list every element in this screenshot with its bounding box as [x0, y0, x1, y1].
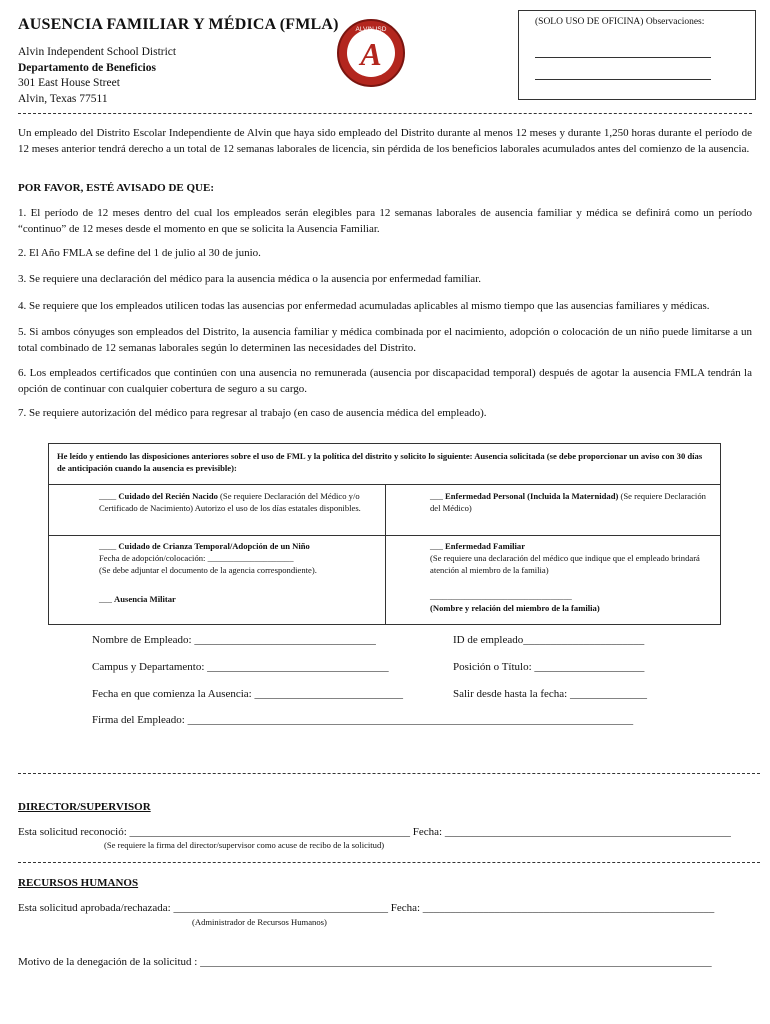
option-description: (Se requiere Declaración del Médico)	[430, 491, 706, 513]
notice-item: 5. Si ambos cónyuges son empleados del Distrito, la ausencia familiar y médica combinada por el nacimiento, adopción o colocación de un niño puede limitarse a un total combinado de 12 semanas laborales según lo determinen las necesidades del Distrito.	[18, 326, 752, 354]
notice-item: 4. Se requiere que los empleados utilicen todas las ausencias por enfermedad acumuladas aplicables al mismo tiempo que las ausencias familiares y médicas.	[18, 300, 710, 312]
notice-item: 1. El período de 12 meses dentro del cual los empleados serán elegibles para 12 semanas laborales de ausencia familiar y médica se definirá como un período “continuo” de 12 meses desde el momento en que se solicita la Ausencia Familiar.	[18, 207, 752, 235]
option-newborn-care[interactable]	[99, 490, 377, 514]
street-address: 301 East House Street	[18, 77, 120, 89]
option-blank[interactable]: ____	[99, 491, 119, 501]
option-blank[interactable]: ___	[99, 594, 115, 604]
hr-heading: RECURSOS HUMANOS	[18, 877, 139, 889]
family-member-label: (Nombre y relación del miembro de la familia)	[430, 603, 600, 613]
option-blank[interactable]: ___	[430, 541, 446, 551]
office-note-line-2[interactable]	[535, 79, 711, 80]
leave-request-header: He leído y entiendo las disposiciones anteriores sobre el uso de FML y la política del distrito y solicito lo siguiente: Ausencia solicitada (se debe proporcionar un aviso con 30 días de anticipación cuando la ausencia es previsible):	[57, 451, 703, 473]
notice-item: 7. Se requiere autorización del médico para regresar al trabajo (en caso de ausencia médica del empleado).	[18, 407, 487, 419]
department-name: Departamento de Beneficios	[18, 61, 156, 74]
hr-approval-field[interactable]: Esta solicitud aprobada/rechazada: _______________________________________ Fecha: _____________________________________________________	[18, 902, 715, 914]
option-title: Enfermedad Personal (Incluida la Maternidad)	[445, 491, 619, 501]
option-blank[interactable]: ___	[430, 491, 446, 501]
logo-text: ALVIN ISD	[355, 26, 387, 33]
director-heading: DIRECTOR/SUPERVISOR	[18, 801, 151, 813]
end-date-field[interactable]: Salir desde hasta la fecha: ______________	[453, 688, 647, 700]
director-signature-field[interactable]: Esta solicitud reconoció: ___________________________________________________ Fecha: ____________________________________________________	[18, 826, 731, 838]
option-blank[interactable]: ____	[99, 541, 119, 551]
option-military-leave[interactable]	[99, 593, 379, 605]
notice-item: 3. Se requiere una declaración del médico para la ausencia médica o la ausencia por enfermedad familiar.	[18, 273, 481, 285]
svg-text:A: A	[360, 36, 382, 72]
employee-signature-field[interactable]: Firma del Empleado: _________________________________________________________________________________	[92, 714, 634, 726]
district-address	[18, 45, 176, 107]
option-personal-illness[interactable]	[430, 490, 710, 514]
office-use-label: (SOLO USO DE OFICINA) Observaciones:	[535, 17, 705, 27]
page-title: AUSENCIA FAMILIAR Y MÉDICA (FMLA)	[18, 16, 339, 33]
intro-paragraph: Un empleado del Distrito Escolar Independiente de Alvin que haya sido empleado del Distrito durante al menos 12 meses y durante 1,250 horas durante el período de 12 meses anterior tendrá derecho a un total de 12 semanas laborales de licencia, sin pérdida de los beneficios laborales acumulados antes del comienzo de la ausencia.	[18, 127, 752, 155]
divider	[18, 862, 760, 863]
leave-request-box	[48, 443, 721, 625]
position-field[interactable]: Posición o Título: ____________________	[453, 661, 645, 673]
director-note: (Se requiere la firma del director/supervisor como acuse de recibo de la solicitud)	[104, 840, 385, 850]
box-column-divider	[385, 484, 386, 625]
notice-item: 6. Los empleados certificados que continúen con una ausencia no remunerada (ausencia por discapacidad temporal) después de agotar la ausencia FMLA tendrán la opción de continuar con cualquier cobertura de seguro a su cargo.	[18, 367, 752, 395]
family-member-field[interactable]	[430, 590, 715, 614]
employee-id-field[interactable]: ID de empleado______________________	[453, 634, 645, 646]
office-use-box	[518, 10, 756, 100]
option-description: (Se requiere Declaración del Médico y/o Certificado de Nacimiento) Autorizo el uso de los días estatales disponibles.	[99, 491, 361, 513]
divider	[18, 773, 760, 774]
option-foster-adoption[interactable]	[99, 540, 379, 576]
adoption-date-field[interactable]: Fecha de adopción/colocación: ____________________	[99, 553, 294, 563]
option-title: Cuidado del Recién Nacido	[118, 491, 218, 501]
option-description: (Se debe adjuntar el documento de la agencia correspondiente).	[99, 565, 317, 575]
denial-reason-field[interactable]: Motivo de la denegación de la solicitud : _____________________________________________________________________________________________	[18, 956, 712, 968]
family-member-line[interactable]: _________________________________	[430, 591, 572, 601]
office-note-line-1[interactable]	[535, 57, 711, 58]
campus-field[interactable]: Campus y Departamento: _________________________________	[92, 661, 389, 673]
hr-note: (Administrador de Recursos Humanos)	[192, 917, 327, 927]
option-family-illness[interactable]	[430, 540, 715, 576]
divider	[18, 113, 752, 114]
option-description: (Se requiere una declaración del médico que indique que el empleado brindará atención al miembro de la familia)	[430, 553, 700, 575]
start-date-field[interactable]: Fecha en que comienza la Ausencia: ___________________________	[92, 688, 403, 700]
option-title: Cuidado de Crianza Temporal/Adopción de un Niño	[118, 541, 310, 551]
city-address: Alvin, Texas 77511	[18, 92, 108, 105]
alvin-isd-logo	[336, 18, 406, 88]
district-name: Alvin Independent School District	[18, 46, 177, 58]
option-title: Enfermedad Familiar	[445, 541, 526, 551]
notice-heading: POR FAVOR, ESTÉ AVISADO DE QUE:	[18, 182, 214, 194]
notice-item: 2. El Año FMLA se define del 1 de julio al 30 de junio.	[18, 247, 261, 259]
option-title: Ausencia Militar	[114, 594, 176, 604]
employee-name-field[interactable]: Nombre de Empleado: _________________________________	[92, 634, 376, 646]
